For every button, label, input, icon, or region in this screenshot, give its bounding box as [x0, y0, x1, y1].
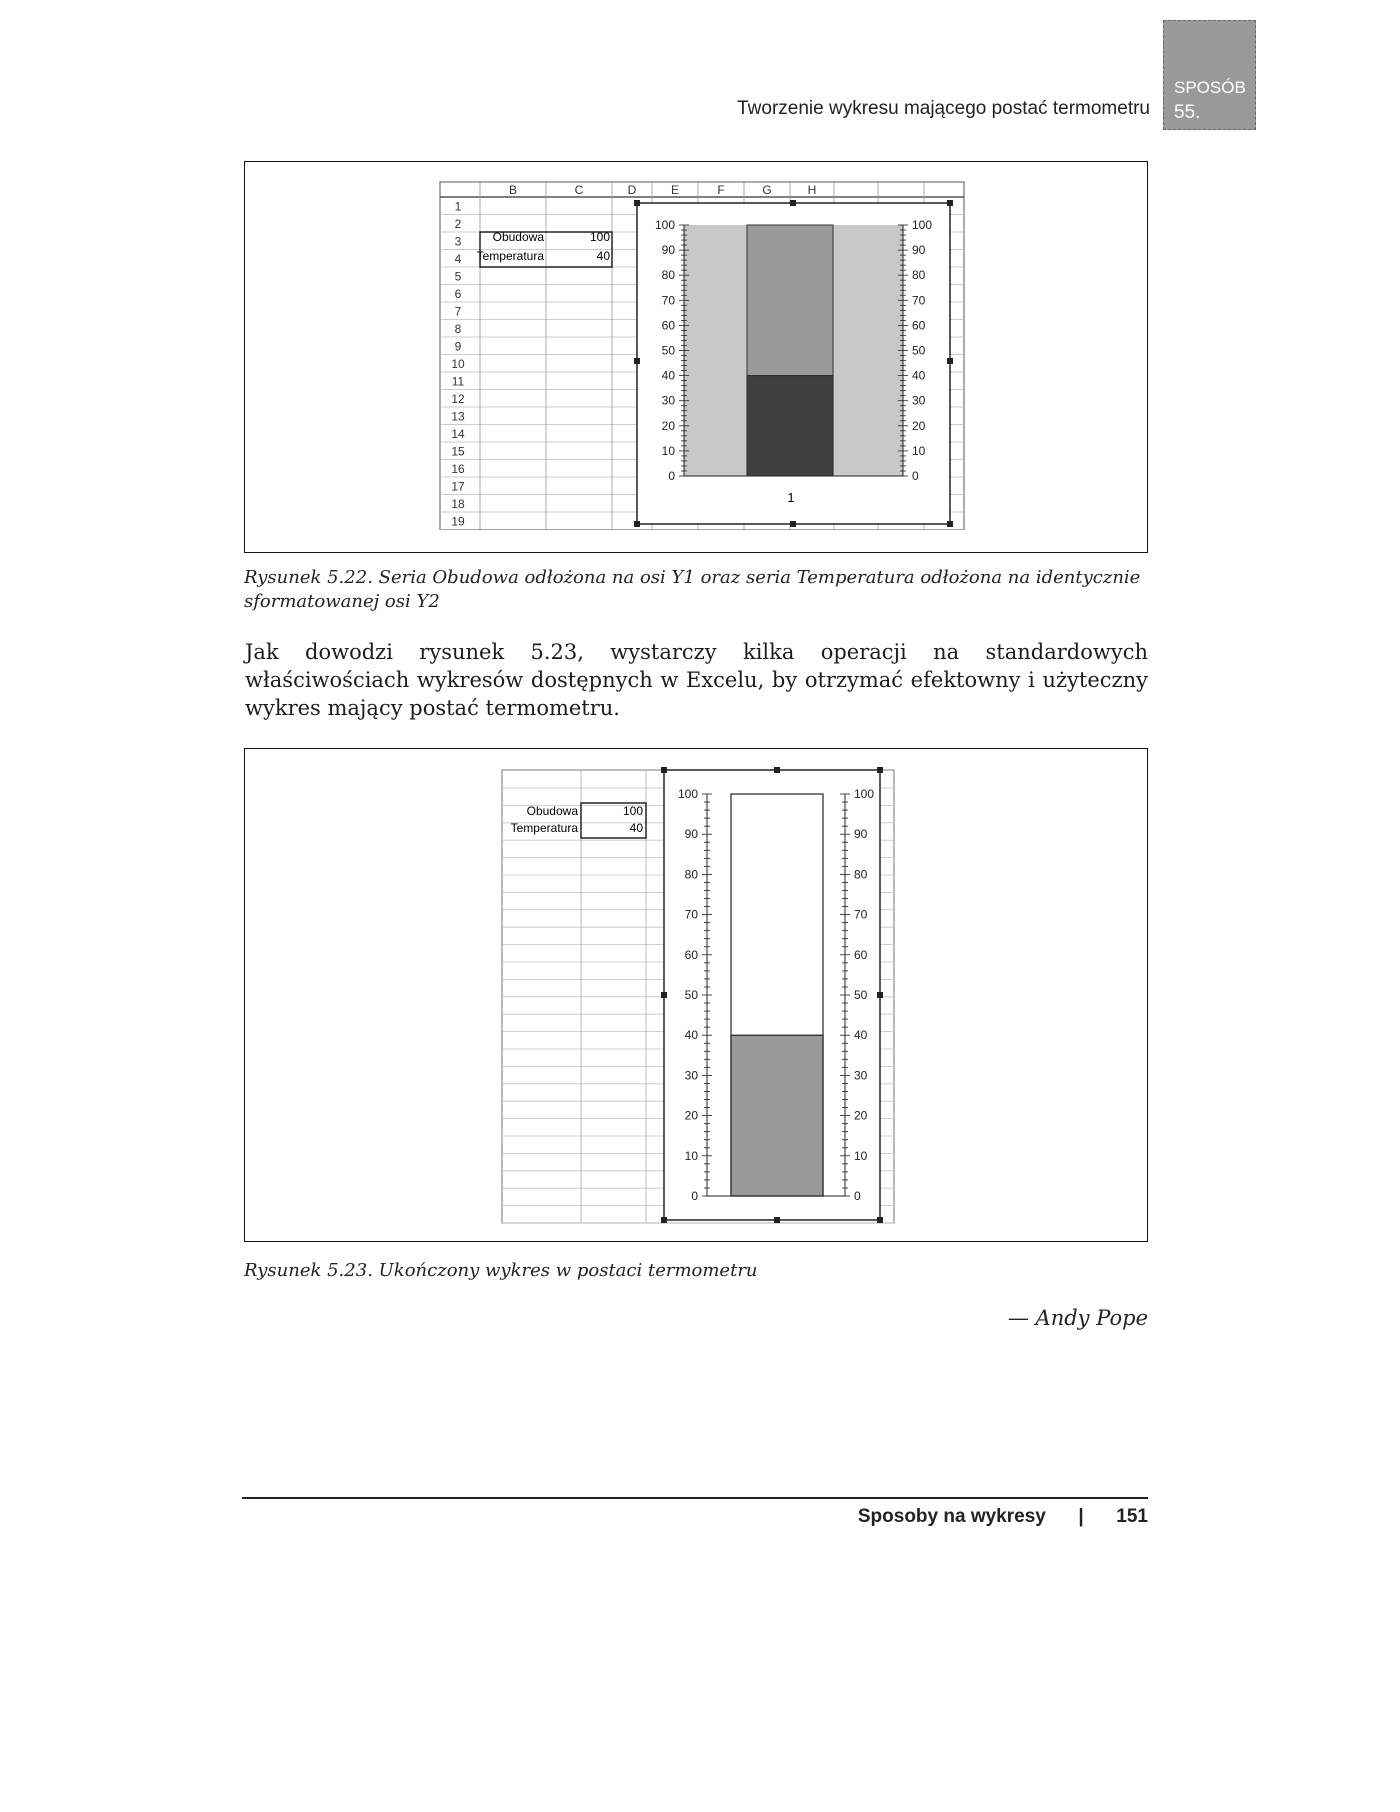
row-header-12: 12: [451, 392, 465, 406]
selection-handle: [634, 200, 640, 206]
row-header-8: 8: [454, 322, 462, 336]
column-header-D: D: [627, 183, 637, 197]
y-tick-label: 20: [684, 1108, 698, 1123]
selection-handle: [947, 358, 953, 364]
y-tick-label: 60: [684, 947, 698, 962]
selection-handle: [790, 521, 796, 527]
selection-handle: [877, 992, 883, 998]
column-header-G: G: [762, 183, 772, 197]
y2-tick-label: 0: [912, 469, 919, 483]
selection-handle: [790, 200, 796, 206]
column-header-H: H: [807, 183, 817, 197]
figure-5-23: [244, 748, 1148, 1242]
y2-tick-label: 100: [854, 787, 875, 801]
selection-handle: [877, 767, 883, 773]
chart-5-22: [634, 200, 953, 527]
y-tick-label: 80: [684, 867, 698, 882]
y2-tick-label: 80: [912, 268, 926, 283]
y2-tick-label: 70: [912, 293, 926, 308]
column-header-E: E: [670, 183, 680, 197]
y2-tick-label: 40: [912, 368, 926, 383]
selection-handle: [774, 767, 780, 773]
row-header-13: 13: [451, 409, 465, 424]
footer-page-number: 151: [1116, 1506, 1148, 1527]
y-tick-label: 30: [661, 393, 675, 408]
y2-tick-label: 30: [912, 393, 926, 408]
selection-handle: [661, 767, 667, 773]
bar-temperatura: [747, 376, 833, 476]
selection-handle: [947, 200, 953, 206]
y2-tick-label: 80: [854, 867, 868, 882]
y2-tick-label: 50: [854, 988, 868, 1002]
cell-value-obudowa: 100: [622, 804, 643, 818]
row-header-14: 14: [451, 427, 465, 441]
y2-tick-label: 20: [912, 418, 926, 433]
row-header-4: 4: [454, 252, 462, 266]
y-tick-label: 70: [684, 907, 698, 922]
figure-5-22-caption: Rysunek 5.22. Seria Obudowa odłożona na osi Y1 oraz seria Temperatura odłożona na identycznie sformatowanej osi Y2: [244, 567, 1141, 612]
y-tick-label: 90: [661, 243, 675, 258]
selection-handle: [634, 358, 640, 364]
y2-tick-label: 70: [854, 907, 868, 922]
row-header-2: 2: [454, 217, 462, 231]
cell-value-temperatura: 40: [629, 821, 643, 835]
y2-tick-label: 50: [912, 343, 926, 358]
body-paragraph: Jak dowodzi rysunek 5.23, wystarczy kilka operacji na standardowych właściwościach wykresów dostępnych w Excelu, by otrzymać efektowny i użyteczny wykres mający postać termometru.: [245, 640, 1148, 720]
row-header-3: 3: [454, 234, 462, 249]
y-tick-label: 10: [661, 443, 675, 458]
page-footer: [700, 1506, 1148, 1528]
y2-tick-label: 30: [854, 1068, 868, 1083]
row-header-9: 9: [454, 339, 462, 354]
y-tick-label: 20: [661, 418, 675, 433]
y-tick-label: 100: [654, 218, 675, 232]
y2-tick-label: 40: [854, 1028, 868, 1043]
author-signature: — Andy Pope: [1007, 1306, 1148, 1330]
footer-rule: [242, 1497, 1148, 1499]
cell-label-temperatura: Temperatura: [476, 249, 544, 263]
y2-tick-label: 0: [854, 1189, 861, 1203]
section-tab-label: SPOSÓB: [1174, 78, 1246, 97]
figure-5-23-caption: Rysunek 5.23. Ukończony wykres w postaci termometru: [244, 1260, 758, 1281]
column-header-B: B: [508, 183, 518, 197]
selection-handle: [947, 521, 953, 527]
selection-handle: [661, 1217, 667, 1223]
y-tick-label: 40: [661, 368, 675, 383]
column-header-C: C: [574, 183, 584, 197]
y-tick-label: 80: [661, 268, 675, 283]
y-tick-label: 60: [661, 318, 675, 333]
footer-separator: |: [1078, 1506, 1084, 1527]
y-tick-label: 50: [661, 343, 675, 358]
running-header-title: Tworzenie wykresu mającego postać termometru: [737, 98, 1150, 119]
cell-label-obudowa: Obudowa: [526, 804, 578, 818]
y-tick-label: 0: [668, 469, 675, 483]
y-tick-label: 30: [684, 1068, 698, 1083]
selection-handle: [661, 992, 667, 998]
row-header-5: 5: [454, 269, 462, 284]
row-header-10: 10: [451, 357, 465, 371]
y2-tick-label: 20: [854, 1108, 868, 1123]
y-tick-label: 100: [677, 787, 698, 801]
y2-tick-label: 60: [854, 947, 868, 962]
y-tick-label: 40: [684, 1028, 698, 1043]
cell-value-obudowa: 100: [589, 230, 610, 244]
y-tick-label: 0: [691, 1189, 698, 1203]
bar-temperatura: [731, 1035, 823, 1196]
cell-value-temperatura: 40: [596, 249, 610, 263]
row-header-1: 1: [454, 199, 462, 214]
row-header-15: 15: [451, 444, 465, 459]
y2-tick-label: 10: [854, 1148, 868, 1163]
y-tick-label: 10: [684, 1148, 698, 1163]
selection-handle: [877, 1217, 883, 1223]
selection-handle: [774, 1217, 780, 1223]
figure-5-22: [244, 161, 1148, 553]
y2-tick-label: 90: [854, 827, 868, 842]
row-header-19: 19: [451, 514, 465, 529]
row-header-16: 16: [451, 462, 465, 476]
x-tick-label: 1: [787, 490, 795, 505]
row-header-11: 11: [451, 374, 465, 389]
footer-book-title: Sposoby na wykresy: [857, 1506, 1046, 1527]
y2-tick-label: 60: [912, 318, 926, 333]
y2-tick-label: 10: [912, 443, 926, 458]
section-tab-number: 55.: [1174, 102, 1201, 123]
row-header-17: 17: [451, 479, 465, 494]
selection-handle: [634, 521, 640, 527]
y-tick-label: 50: [684, 988, 698, 1002]
cell-label-obudowa: Obudowa: [492, 230, 544, 244]
y2-tick-label: 90: [912, 243, 926, 258]
chart-5-23: [661, 767, 883, 1223]
row-header-6: 6: [454, 287, 462, 301]
row-header-18: 18: [451, 497, 465, 511]
row-header-7: 7: [454, 304, 462, 319]
y2-tick-label: 100: [912, 218, 933, 232]
column-header-F: F: [717, 183, 725, 197]
y-tick-label: 90: [684, 827, 698, 842]
cell-label-temperatura: Temperatura: [510, 821, 578, 835]
y-tick-label: 70: [661, 293, 675, 308]
